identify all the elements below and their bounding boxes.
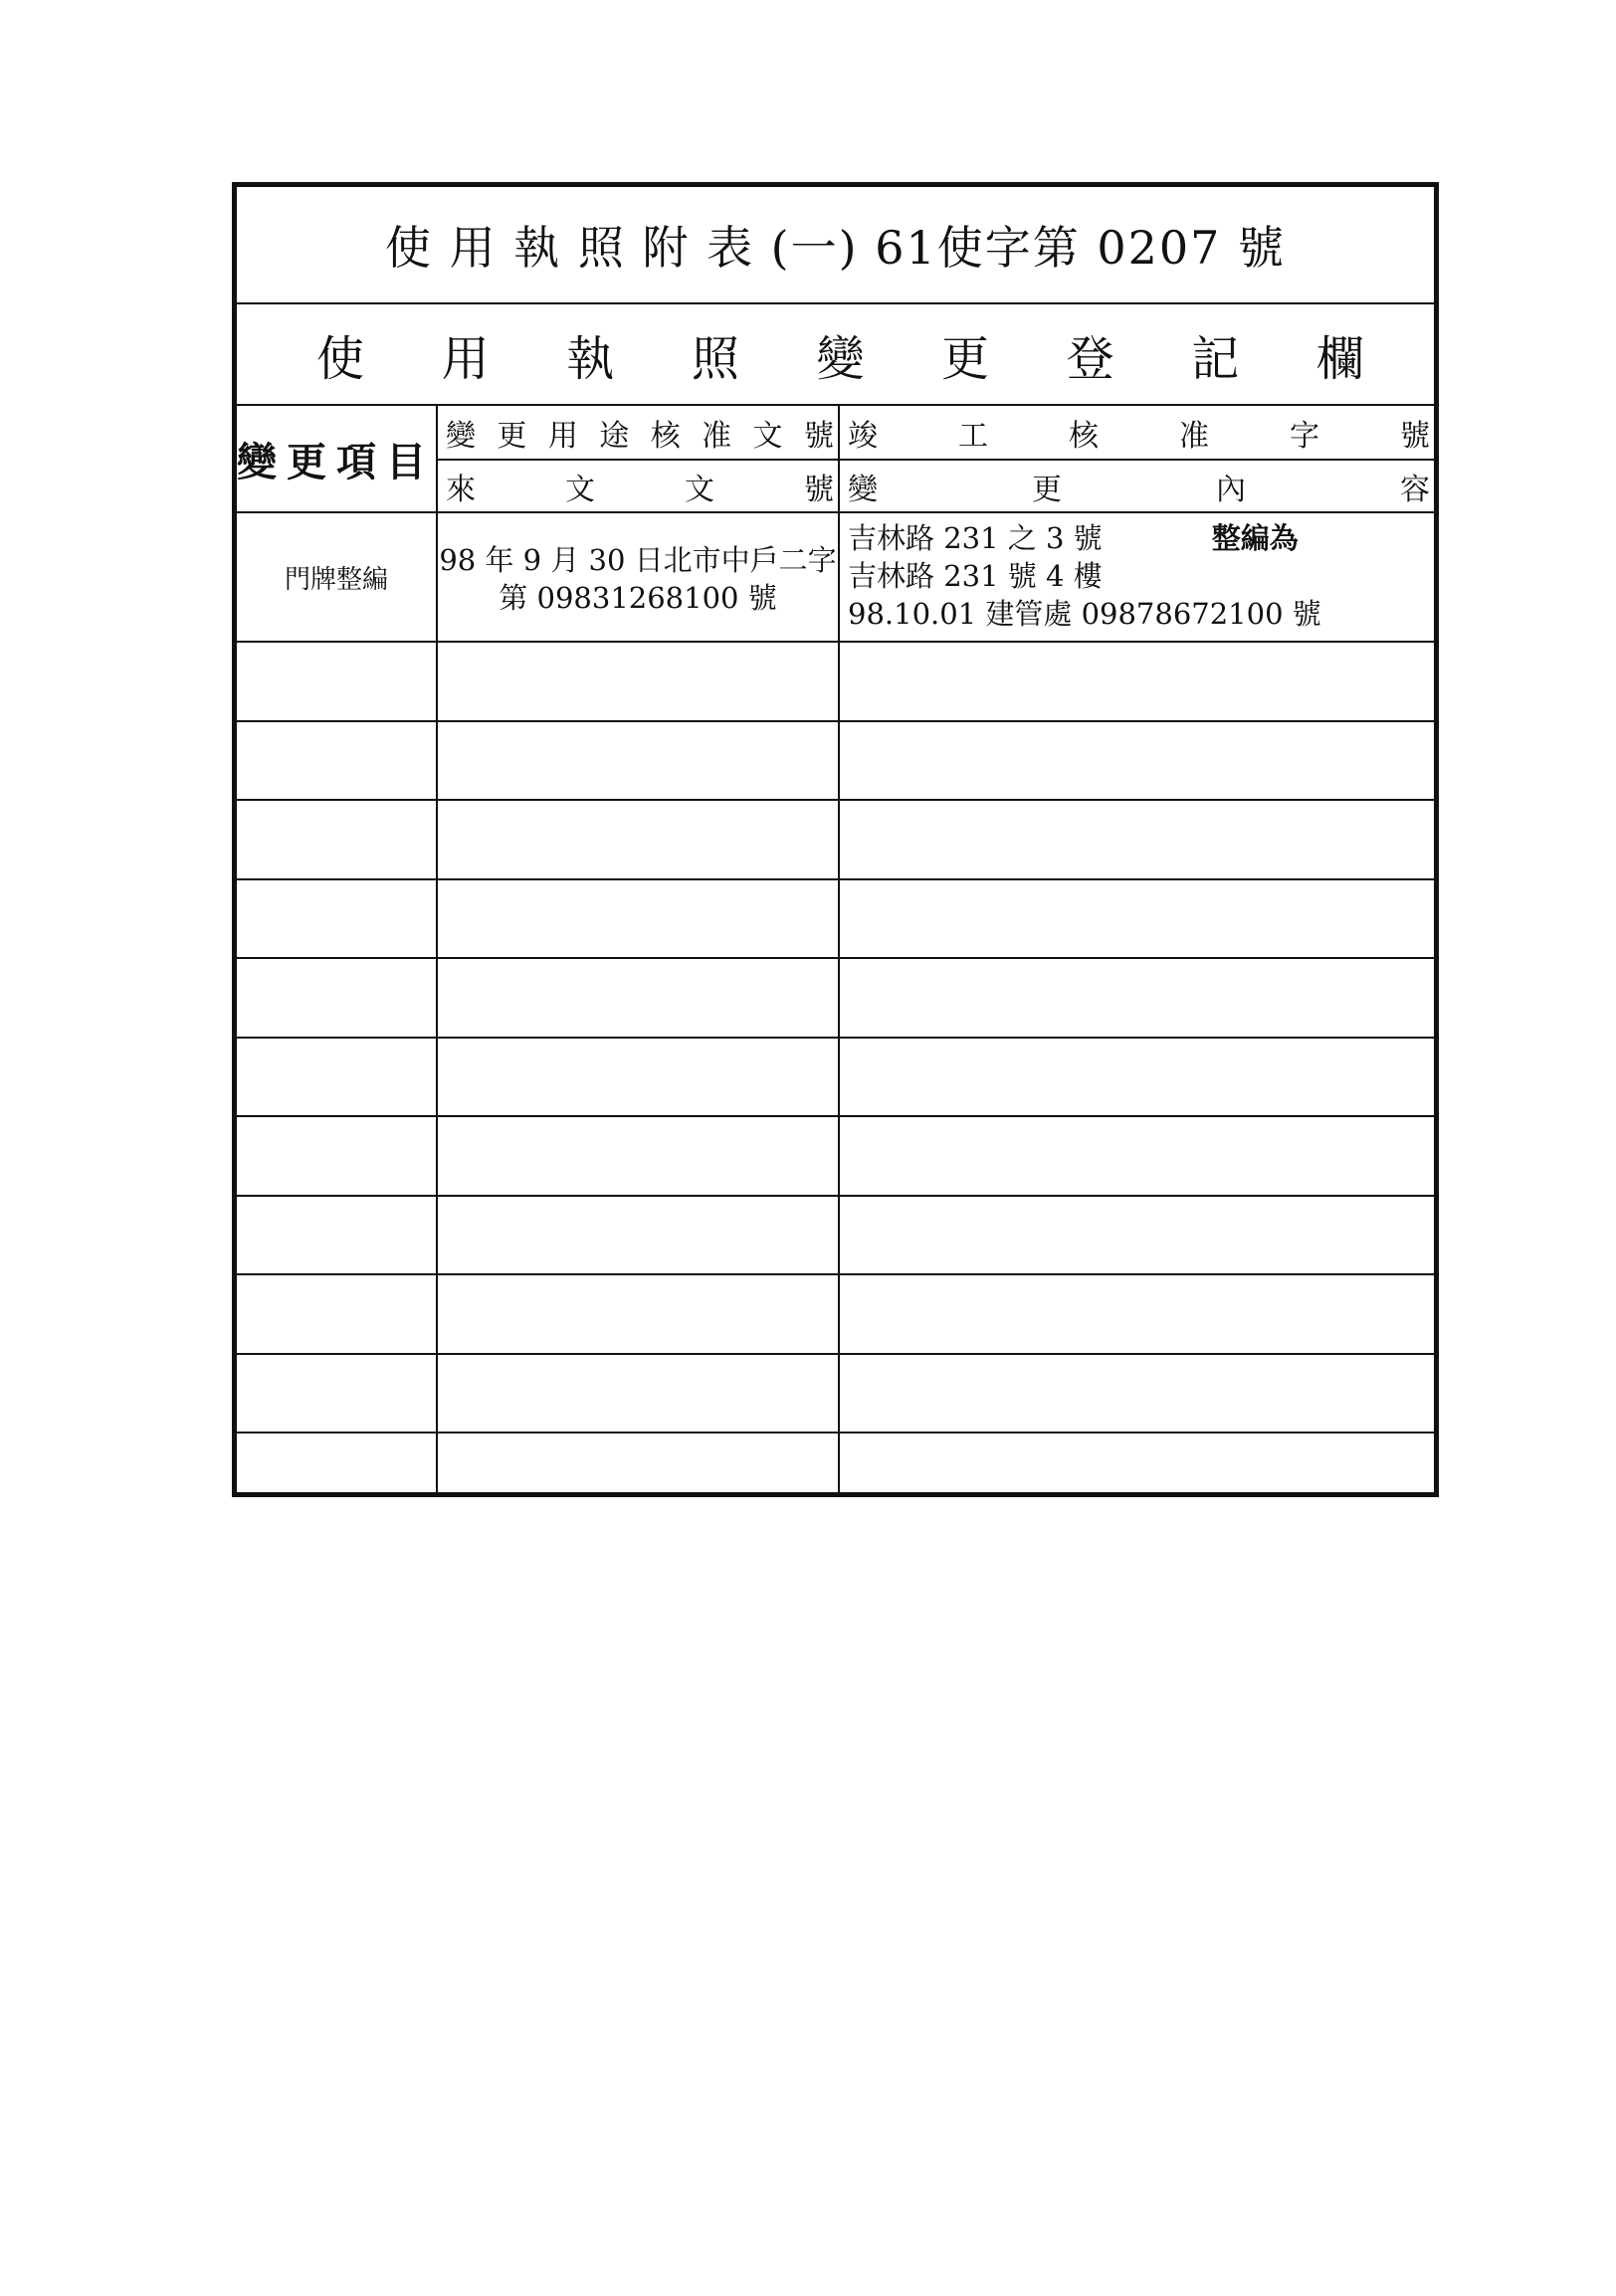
subtitle-char: 更 bbox=[941, 330, 990, 387]
form-subtitle bbox=[237, 304, 1434, 406]
header-char: 文 bbox=[565, 472, 595, 507]
entry-content-line: 98.10.01 建管處 09878672100 號 bbox=[848, 597, 1321, 631]
header-char: 更 bbox=[497, 418, 527, 454]
header-char: 字 bbox=[1290, 418, 1319, 454]
header-char: 核 bbox=[1069, 418, 1099, 454]
header-change-item-label: 變更項目 bbox=[237, 438, 436, 485]
row-divider bbox=[237, 799, 1434, 801]
header-char: 號 bbox=[1400, 418, 1430, 454]
entry-doc-cell bbox=[438, 513, 838, 641]
header-char: 文 bbox=[752, 418, 783, 454]
form-title-text: 使 用 執 照 附 表 (一) 61使字第 0207 號 bbox=[384, 221, 1287, 275]
entry-content-suffix: 整編為 bbox=[1211, 521, 1299, 555]
row-divider bbox=[237, 1195, 1434, 1197]
subtitle-char: 執 bbox=[566, 330, 615, 387]
header-completion-approval-no bbox=[840, 406, 1434, 459]
subtitle-char: 照 bbox=[691, 330, 739, 387]
entry-content-text: 吉林路 231 之 3 號 bbox=[848, 521, 1103, 555]
form-title bbox=[237, 187, 1434, 304]
row-divider bbox=[237, 641, 1434, 643]
subtitle-char: 記 bbox=[1191, 330, 1240, 387]
row-divider bbox=[237, 1037, 1434, 1039]
row-divider bbox=[237, 720, 1434, 722]
subtitle-char: 用 bbox=[441, 330, 490, 387]
license-form-frame bbox=[232, 182, 1439, 1497]
header-char: 來 bbox=[446, 472, 476, 507]
header-change-item bbox=[237, 406, 436, 511]
header-char: 容 bbox=[1400, 472, 1430, 507]
row-divider bbox=[237, 1432, 1434, 1434]
header-char: 核 bbox=[650, 418, 681, 454]
header-change-content bbox=[840, 461, 1434, 511]
header-char: 變 bbox=[446, 418, 476, 454]
row-divider bbox=[237, 1353, 1434, 1355]
header-char: 內 bbox=[1216, 472, 1246, 507]
change-record-table bbox=[237, 406, 1434, 1492]
row-divider bbox=[237, 957, 1434, 959]
subtitle-char: 變 bbox=[816, 330, 865, 387]
entry-content-line bbox=[848, 519, 1434, 557]
header-incoming-doc-no bbox=[438, 461, 838, 511]
subtitle-char: 使 bbox=[316, 330, 365, 387]
header-char: 變 bbox=[848, 472, 878, 507]
entry-content-cell bbox=[840, 513, 1434, 641]
header-char: 工 bbox=[958, 418, 988, 454]
entry-doc-line: 第 09831268100 號 bbox=[499, 581, 777, 615]
header-char: 竣 bbox=[848, 418, 878, 454]
entry-item-cell bbox=[237, 513, 436, 641]
header-char: 准 bbox=[702, 418, 732, 454]
header-char: 用 bbox=[547, 418, 578, 454]
header-char: 途 bbox=[599, 418, 630, 454]
header-char: 文 bbox=[685, 472, 714, 507]
row-divider bbox=[237, 878, 1434, 880]
entry-content-line: 吉林路 231 號 4 樓 bbox=[848, 559, 1103, 593]
header-char: 更 bbox=[1032, 472, 1062, 507]
row-divider bbox=[237, 1273, 1434, 1275]
header-char: 號 bbox=[803, 418, 834, 454]
header-approval-doc-no bbox=[438, 406, 838, 459]
subtitle-char: 欄 bbox=[1315, 330, 1364, 387]
subtitle-char: 登 bbox=[1066, 330, 1114, 387]
entry-doc-line: 98 年 9 月 30 日北市中戶二字 bbox=[439, 543, 837, 577]
row-divider bbox=[237, 1115, 1434, 1117]
header-char: 准 bbox=[1179, 418, 1209, 454]
header-char: 號 bbox=[804, 472, 834, 507]
entry-item: 門牌整編 bbox=[284, 564, 388, 595]
